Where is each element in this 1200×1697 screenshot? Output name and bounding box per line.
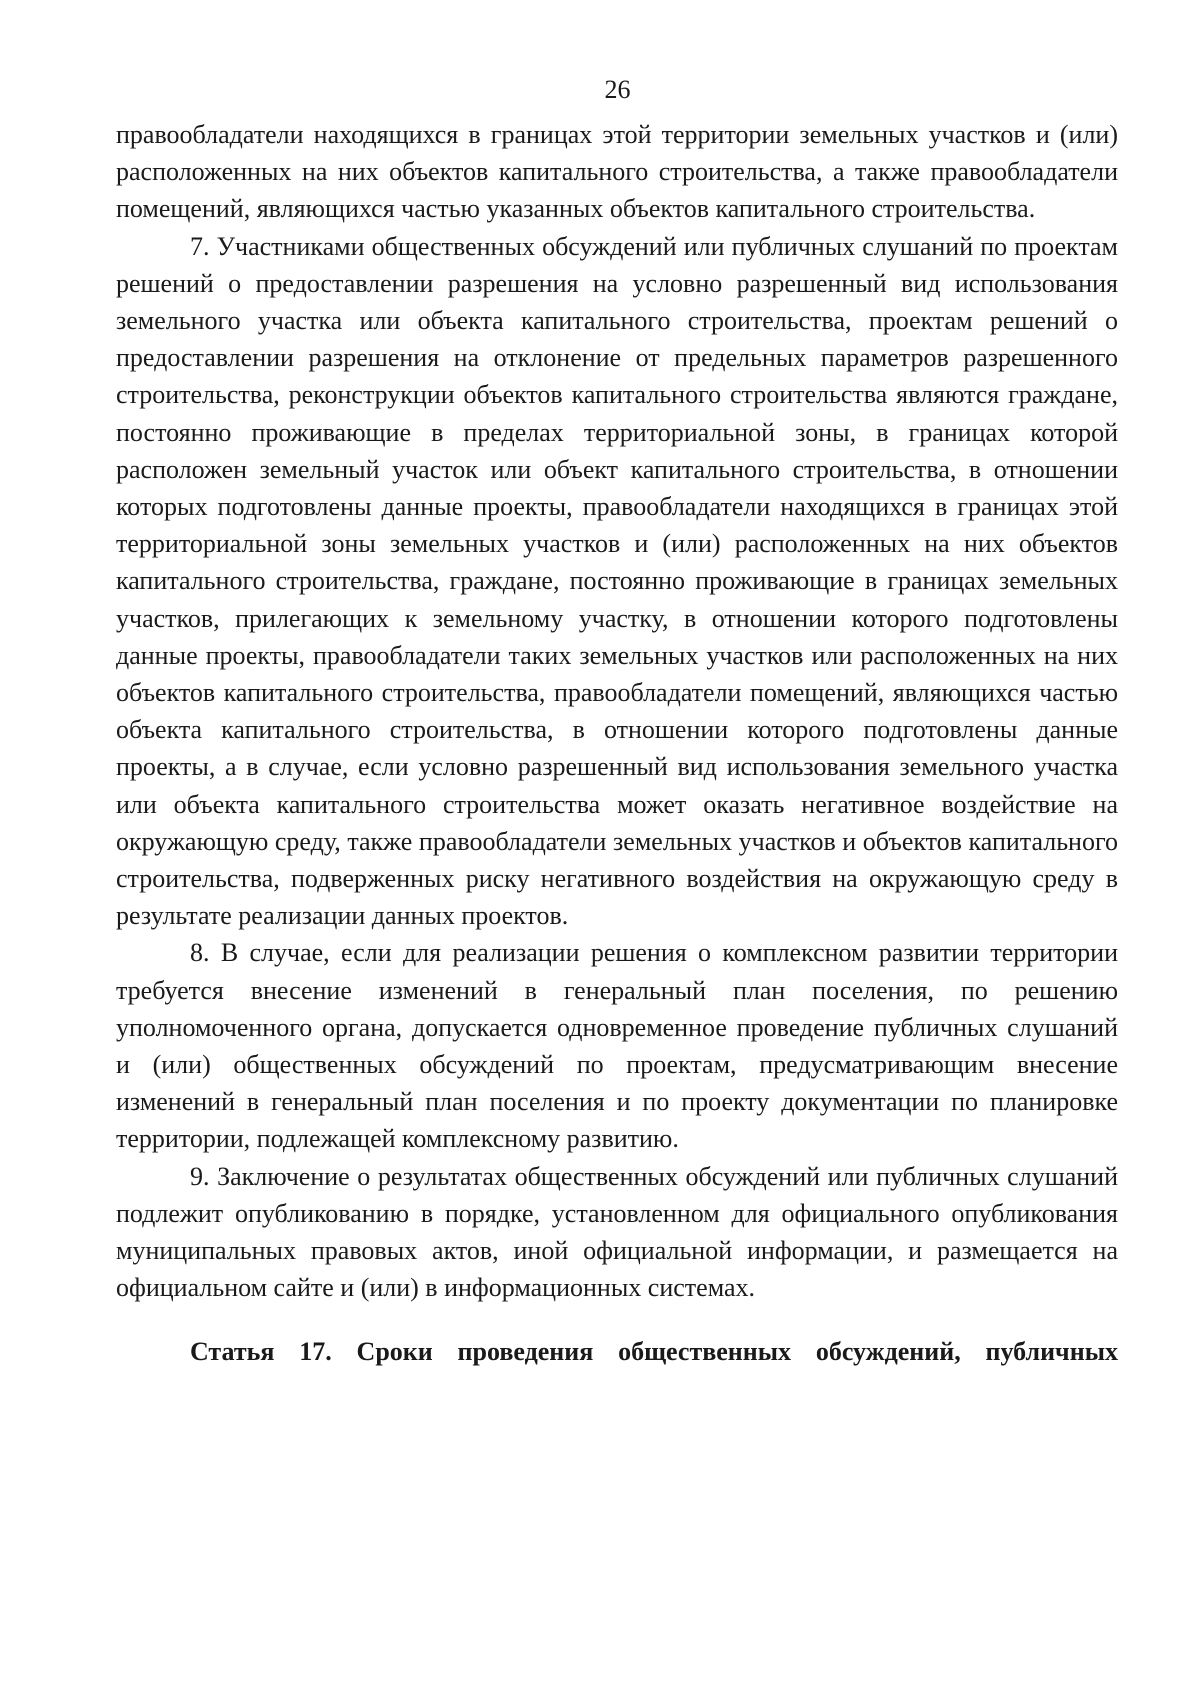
paragraph-item-7: 7. Участниками общественных обсуждений или публичных слушаний по проектам решений о предоставлении разрешения на условно разрешенный вид использования земельного участка или объекта капитального строительства, проектам решений о предоставлении разрешения на отклонение от предельных параметров разрешенного строительства, реконструкции объектов капитального строительства являются граждане, постоянно проживающие в пределах территориальной зоны, в границах которой расположен земельный участок или объект капитального строительства, в отношении которых подготовлены данные проекты, правообладатели находящихся в границах этой территориальной зоны земельных участков и (или) расположенных на них объектов капитального строительства, граждане, постоянно проживающие в границах земельных участков, прилегающих к земельному участку, в отношении которого подготовлены данные проекты, правообладатели таких земельных участков или расположенных на них объектов капитального строительства, правообладатели помещений, являющихся частью объекта капитального строительства, в отношении которого подготовлены данные проекты, а в случае, если условно разрешенный вид использования земельного участка или объекта капитального строительства может оказать негативное воздействие на окружающую среду, также правообладатели земельных участков и объектов капитального строительства, подверженных риску негативного воздействия на окружающую среду в результате реализации данных проектов. [116, 231, 1118, 931]
article-heading: Статья 17. Сроки проведения общественных обсуждений, публичных [190, 1336, 1118, 1366]
document-body [116, 116, 1118, 1370]
paragraph-item-9: 9. Заключение о результатах общественных обсуждений или публичных слушаний подлежит опубликованию в порядке, установленном для официального опубликования муниципальных правовых актов, иной официальной информации, и размещается на официальном сайте и (или) в информационных системах. [116, 1161, 1118, 1303]
page-number: 26 [604, 75, 631, 104]
paragraph-item-8: 8. В случае, если для реализации решения о комплексном развитии территории требуется внесение изменений в генеральный план поселения, по решению уполномоченного органа, допускается одновременное проведение публичных слушаний и (или) общественных обсуждений по проектам, предусматривающим внесение изменений в генеральный план поселения и по проекту документации по планировке территории, подлежащей комплексному развитию. [116, 938, 1118, 1154]
paragraph-continuation: правообладатели находящихся в границах этой территории земельных участков и (или) расположенных на них объектов капитального строительства, а также правообладатели помещений, являющихся частью указанных объектов капитального строительства. [116, 120, 1118, 224]
